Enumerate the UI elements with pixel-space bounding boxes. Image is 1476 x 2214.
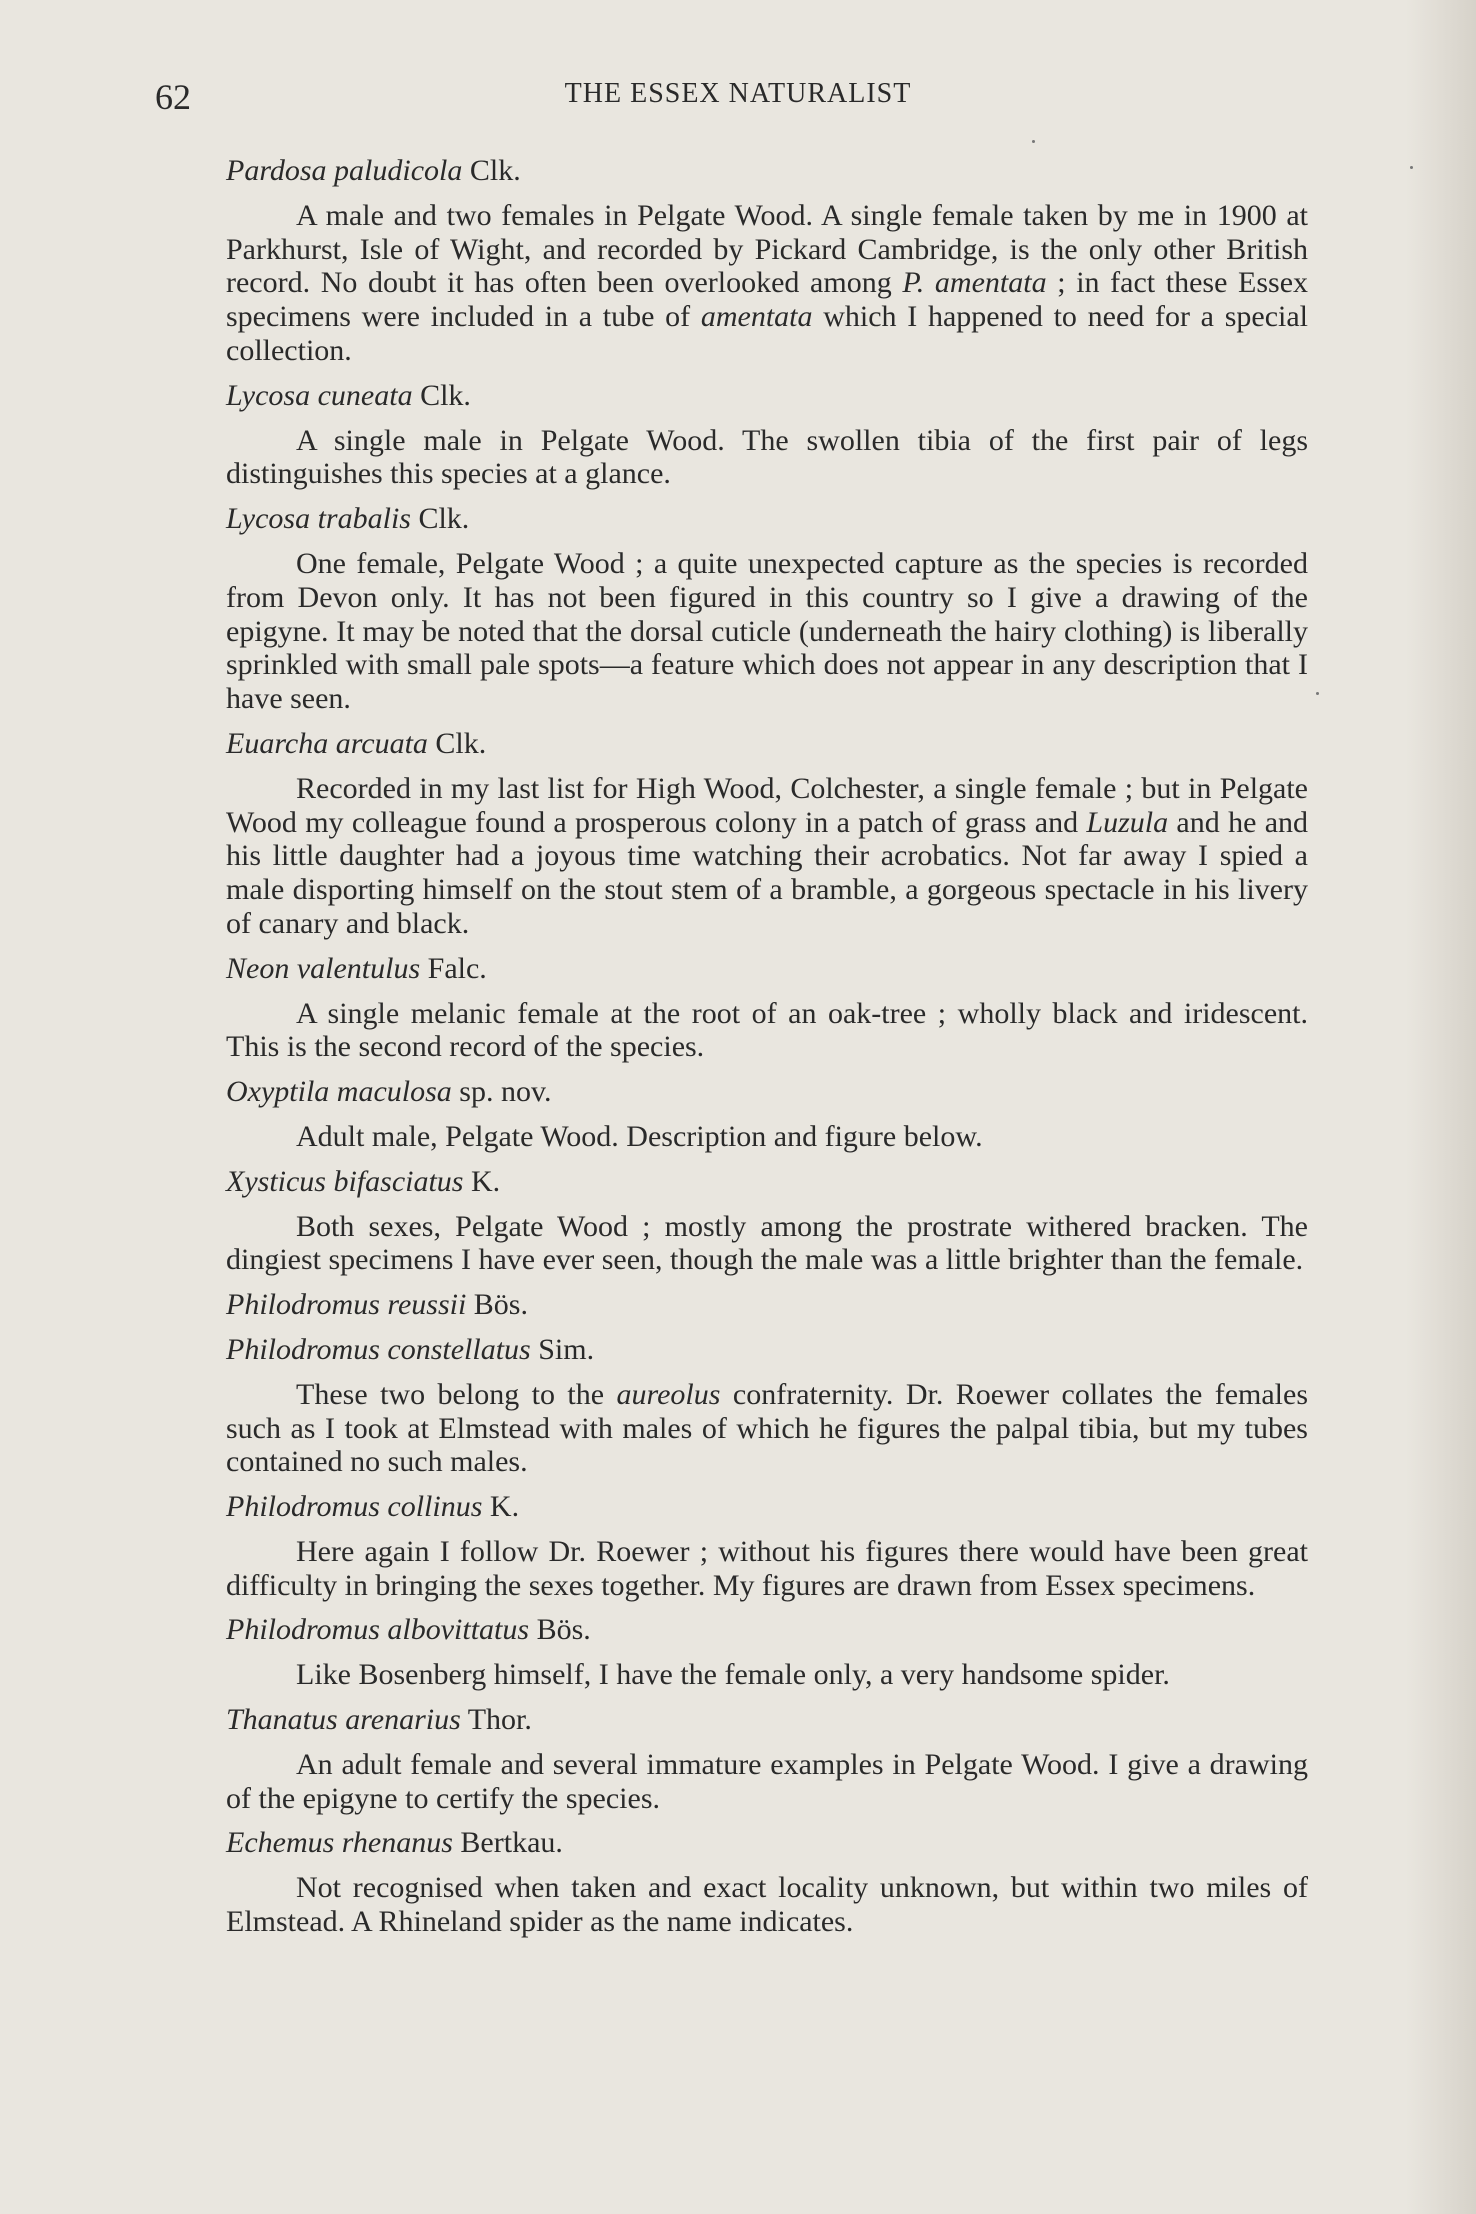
species-name: Neon valentulus [226, 951, 421, 985]
species-heading [226, 1288, 1308, 1322]
species-description [226, 1535, 1308, 1603]
text-run: An adult female and several immature examples in Pelgate Wood. I give a drawing of the epigyne to certify the species. [226, 1747, 1308, 1815]
text-run: Not recognised when taken and exact locality unknown, but within two miles of Elmstead. A Rhineland spider as the name indicates. [226, 1871, 1308, 1939]
species-entry [226, 379, 1308, 491]
species-heading [226, 1826, 1308, 1860]
species-name: Xysticus bifasciatus [226, 1164, 464, 1198]
species-name: Philodromus reussii [226, 1288, 467, 1322]
species-entry [226, 727, 1308, 941]
article-body [226, 154, 1308, 1950]
species-authority: K. [463, 1164, 501, 1198]
species-name: Pardosa paludicola [226, 154, 463, 187]
species-authority: Clk. [427, 726, 487, 760]
species-name: Lycosa cuneata [226, 378, 413, 412]
species-description [226, 1378, 1308, 1479]
species-heading [226, 1333, 1308, 1367]
species-entry [226, 154, 1308, 368]
text-run: One female, Pelgate Wood ; a quite unexpected capture as the species is recorded from Devon only. It has not been figured in this country so I give a drawing of the epigyne. It may be noted that the dorsal cuticle (underneath the hairy clothing) is liberally sprinkled with small pale spots—a feature which does not appear in any description that I have seen. [226, 546, 1308, 716]
print-speck [1410, 166, 1413, 169]
species-heading [226, 154, 1308, 188]
species-description [226, 1210, 1308, 1278]
species-authority: Clk. [412, 378, 471, 412]
species-heading [226, 1613, 1308, 1647]
species-description [226, 997, 1308, 1065]
species-name: Echemus rhenanus [226, 1826, 453, 1860]
species-name: Philodromus constellatus [226, 1332, 531, 1366]
species-entry [226, 1613, 1308, 1692]
binding-shadow [1406, 0, 1476, 2214]
species-heading [226, 952, 1308, 986]
running-title: THE ESSEX NATURALIST [564, 78, 912, 109]
species-description [226, 1658, 1308, 1692]
species-authority: Bös. [529, 1613, 591, 1647]
species-description [226, 424, 1308, 492]
species-name: Lycosa trabalis [226, 502, 411, 536]
print-speck [1032, 140, 1035, 143]
text-run: Recorded in my last list for High Wood, Colchester, a single female ; but in Pelgate Wood my colleague found a prosperous colony in a patch of grass and [226, 771, 1308, 839]
text-run: These two belong to the [296, 1377, 617, 1411]
species-entry [226, 1075, 1308, 1154]
species-name: Philodromus collinus [226, 1490, 483, 1524]
text-run: and he and his little daughter had a joyous time watching their acrobatics. Not far away I spied a male disporting himself on the stout stem of a bramble, a gorgeous spectacle in his livery of canary and black. [226, 805, 1309, 940]
species-heading [226, 727, 1308, 761]
species-authority: sp. nov. [451, 1075, 552, 1109]
species-name: Euarcha arcuata [226, 726, 428, 760]
species-entry [226, 1288, 1308, 1322]
species-entry [226, 1165, 1308, 1277]
page-number: 62 [155, 77, 191, 117]
print-speck [1316, 692, 1319, 695]
species-heading [226, 379, 1308, 413]
species-description [226, 199, 1308, 368]
species-heading [226, 1165, 1308, 1199]
species-entry [226, 952, 1308, 1064]
text-run: confraternity. Dr. Roewer collates the females such as I took at Elmstead with males of which he figures the palpal tibia, but my tubes contained no such males. [226, 1377, 1308, 1479]
species-entry [226, 1490, 1308, 1602]
species-name: Oxyptila maculosa [226, 1075, 452, 1109]
species-authority: Falc. [420, 951, 487, 985]
species-authority: K. [482, 1490, 520, 1524]
italic-term: amentata [700, 300, 813, 334]
species-authority: Clk. [410, 502, 470, 536]
italic-term: P. amentata [902, 266, 1047, 300]
species-authority: Bertkau. [452, 1826, 563, 1860]
species-authority: Sim. [530, 1332, 595, 1366]
species-description [226, 1871, 1308, 1939]
species-heading [226, 1490, 1308, 1524]
species-description [226, 1748, 1308, 1816]
species-description [226, 547, 1308, 716]
species-entry [226, 1826, 1308, 1938]
species-entry [226, 1703, 1308, 1815]
text-run: which I happened to need for a special collection. [226, 300, 1309, 367]
text-run: Adult male, Pelgate Wood. Description and figure below. [296, 1119, 983, 1153]
species-name: Philodromus albovittatus [226, 1613, 530, 1647]
species-heading [226, 502, 1308, 536]
species-authority: Clk. [462, 154, 521, 187]
species-authority: Thor. [460, 1703, 532, 1737]
italic-term: aureolus [616, 1377, 721, 1411]
species-name: Thanatus arenarius [226, 1703, 461, 1737]
text-run: Here again I follow Dr. Roewer ; without his figures there would have been great difficulty in bringing the sexes together. My figures are drawn from Essex specimens. [226, 1534, 1308, 1602]
species-entry [226, 502, 1308, 716]
text-run: ; in fact these Essex specimens were included in a tube of [226, 266, 1309, 334]
text-run: A male and two females in Pelgate Wood. A single female taken by me in 1900 at Parkhurst, Isle of Wight, and recorded by Pickard Cambridge, is the only other British record. No doubt it has often been overlooked among [226, 198, 1308, 300]
text-run: A single male in Pelgate Wood. The swollen tibia of the first pair of legs distinguishes this species at a glance. [226, 423, 1308, 491]
text-run: Both sexes, Pelgate Wood ; mostly among the prostrate withered bracken. The dingiest specimens I have ever seen, though the male was a little brighter than the female. [226, 1209, 1308, 1277]
species-authority: Bös. [466, 1288, 528, 1322]
text-run: Like Bosenberg himself, I have the female only, a very handsome spider. [296, 1658, 1170, 1692]
species-entry [226, 1333, 1308, 1479]
italic-term: Luzula [1086, 805, 1169, 839]
species-description [226, 772, 1308, 941]
text-run: A single melanic female at the root of an oak-tree ; wholly black and iridescent. This is the second record of the species. [226, 996, 1308, 1064]
species-heading [226, 1703, 1308, 1737]
species-heading [226, 1075, 1308, 1109]
species-description [226, 1120, 1308, 1154]
